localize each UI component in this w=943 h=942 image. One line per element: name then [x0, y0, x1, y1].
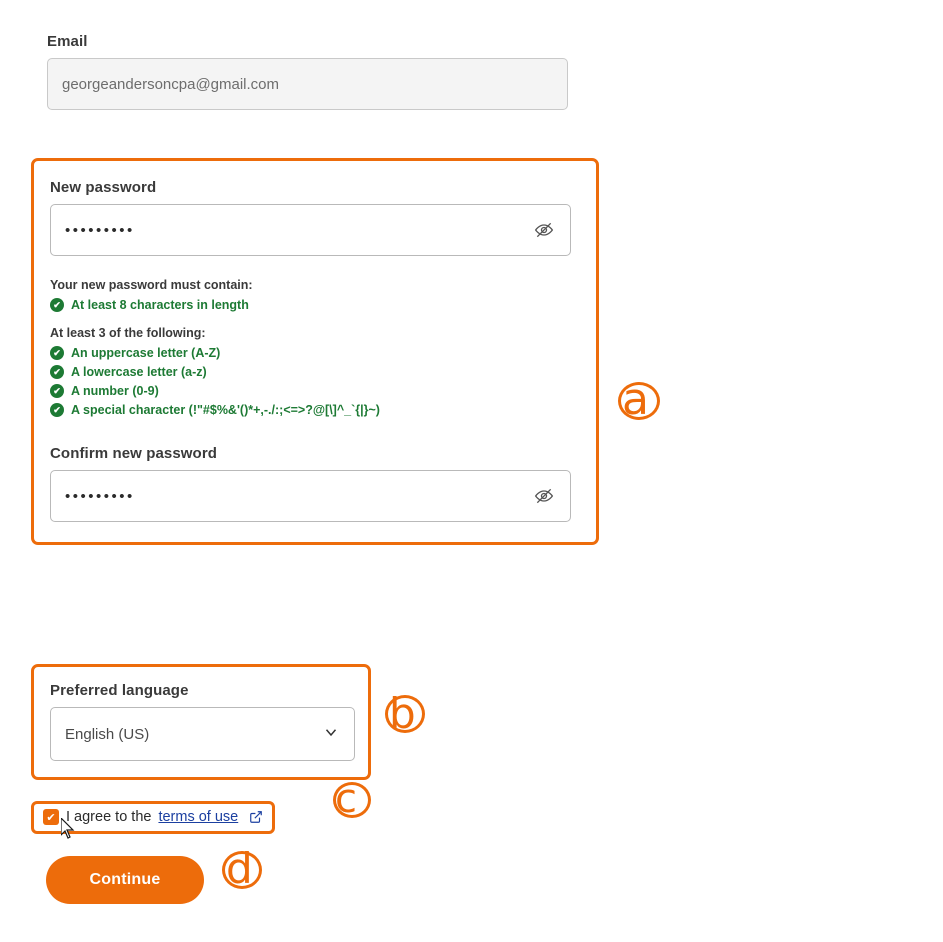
new-password-input[interactable] — [50, 204, 571, 256]
requirement-text: An uppercase letter (A-Z) — [71, 345, 221, 360]
requirement-text: A number (0-9) — [71, 383, 159, 398]
language-section — [31, 664, 371, 780]
requirement-item — [50, 298, 580, 312]
confirm-password-value: ••••••••• — [65, 487, 135, 505]
confirm-password-label: Confirm new password — [50, 445, 218, 462]
password-section — [31, 158, 599, 545]
annotation-label-c: c — [335, 776, 357, 822]
external-link-icon[interactable] — [249, 810, 263, 824]
email-label: Email — [47, 33, 88, 50]
new-password-label: New password — [50, 179, 157, 196]
check-circle-icon: ✔ — [50, 298, 64, 312]
confirm-password-input[interactable] — [50, 470, 571, 522]
continue-button[interactable]: Continue — [46, 856, 204, 904]
requirement-item — [50, 365, 580, 379]
chevron-down-icon — [322, 723, 340, 745]
eye-off-icon[interactable] — [532, 218, 556, 242]
email-block — [47, 33, 568, 110]
language-selected-value: English (US) — [65, 725, 150, 743]
check-circle-icon: ✔ — [50, 384, 64, 398]
email-value: georgeandersoncpa@gmail.com — [62, 75, 280, 93]
requirement-text: A lowercase letter (a-z) — [71, 364, 207, 379]
requirement-item — [50, 403, 580, 417]
requirements-title: Your new password must contain: — [50, 278, 253, 292]
requirements-subtitle: At least 3 of the following: — [50, 326, 206, 340]
requirement-text: At least 8 characters in length — [71, 297, 249, 312]
email-field[interactable] — [47, 58, 568, 110]
check-circle-icon: ✔ — [50, 346, 64, 360]
eye-off-icon[interactable] — [532, 484, 556, 508]
check-circle-icon: ✔ — [50, 365, 64, 379]
terms-of-use-link[interactable]: terms of use — [158, 809, 239, 825]
annotation-label-a: a — [622, 374, 649, 425]
annotation-label-d: d — [226, 844, 253, 893]
requirement-item — [50, 384, 580, 398]
requirement-item — [50, 346, 580, 360]
new-password-value: ••••••••• — [65, 221, 135, 239]
terms-text: I agree to the — [66, 809, 152, 825]
check-circle-icon: ✔ — [50, 403, 64, 417]
mouse-cursor — [61, 818, 75, 840]
requirement-text: A special character (!"#$%&'()*+,-./:;<=>?@[\]^_`{|}~) — [71, 402, 380, 417]
terms-checkbox[interactable]: ✔ — [43, 809, 59, 825]
annotation-label-b: b — [389, 689, 416, 738]
language-label: Preferred language — [50, 682, 189, 699]
language-select[interactable] — [50, 707, 355, 761]
